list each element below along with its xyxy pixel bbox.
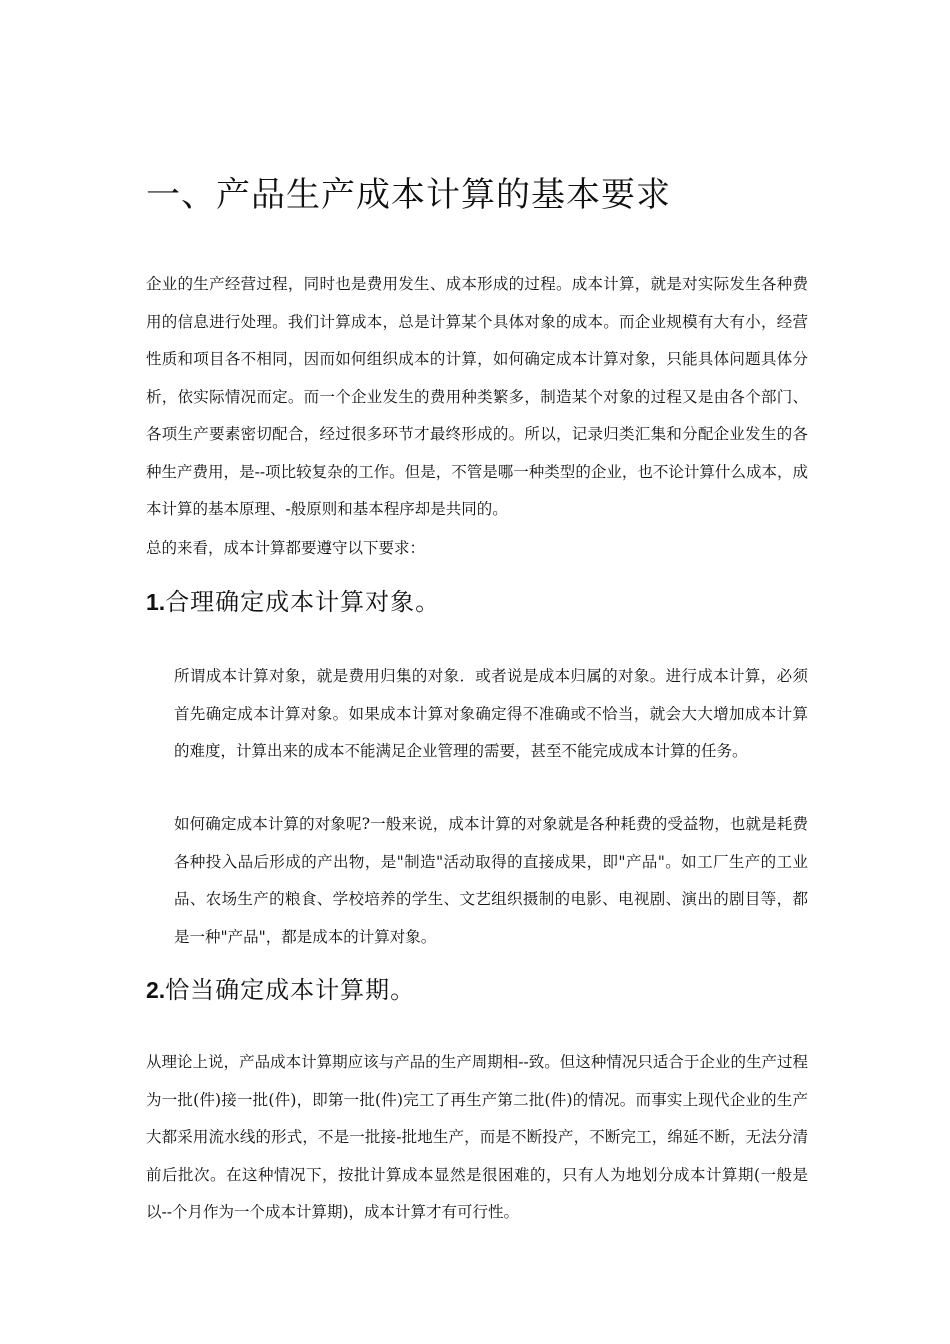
section-1-paragraph-1: 所谓成本计算对象，就是费用归集的对象．或者说是成本归属的对象。进行成本计算，必须首先确定成本计算对象。如果成本计算对象确定得不准确或不恰当，就会大大增加成本计算的难度，计算出来的成本不能满足企业管理的需要，甚至不能完成成本计算的任务。 xyxy=(174,667,808,760)
section-2-heading xyxy=(146,973,415,1007)
section-2-paragraph-1: 从理论上说，产品成本计算期应该与产品的生产周期相--致。但这种情况只适合于企业的生产过程为一批(件)接一批(件)，即第一批(件)完工了再生产第二批(件)的情况。而事实上现代企业的生产大都采用流水线的形式，不是一批接-批地生产，而是不断投产，不断完工，绵延不断，无法分清前后批次。在这种情况下，按批计算成本显然是很困难的，只有人为地划分成本计算期(一般是以--个月作为一个成本计算期)，成本计算才有可行性。 xyxy=(146,1053,808,1221)
section-1-paragraph-2: 如何确定成本计算的对象呢?一般来说，成本计算的对象就是各种耗费的受益物，也就是耗费各种投入品后形成的产出物，是"制造"活动取得的直接成果，即"产品"。如工厂生产的工业品、农场生产的粮食、学校培养的学生、文艺组织摄制的电影、电视剧、演出的剧目等，都是一种"产品"，都是成本的计算对象。 xyxy=(174,815,808,946)
document-title: 一、产品生产成本计算的基本要求 xyxy=(146,175,671,215)
section-1-title: 合理确定成本计算对象。 xyxy=(165,588,441,616)
section-2-title: 恰当确定成本计算期。 xyxy=(165,976,416,1004)
lead-paragraph: 总的来看，成本计算都要遵守以下要求： xyxy=(146,539,426,557)
section-1-heading xyxy=(146,585,440,619)
intro-paragraph: 企业的生产经营过程，同时也是费用发生、成本形成的过程。成本计算，就是对实际发生各种费用的信息进行处理。我们计算成本，总是计算某个具体对象的成本。而企业规模有大有小，经营性质和项目各不相同，因而如何组织成本的计算，如何确定成本计算对象，只能具体问题具体分析，依实际情况而定。而一个企业发生的费用种类繁多，制造某个对象的过程又是由各个部门、各项生产要素密切配合，经过很多环节才最终形成的。所以，记录归类汇集和分配企业发生的各种生产费用，是--项比较复杂的工作。但是，不管是哪一种类型的企业，也不论计算什么成本，成本计算的基本原理、-般原则和基本程序却是共同的。 xyxy=(146,275,808,518)
section-2-number: 2. xyxy=(146,977,166,1003)
section-1-number: 1. xyxy=(146,589,166,615)
